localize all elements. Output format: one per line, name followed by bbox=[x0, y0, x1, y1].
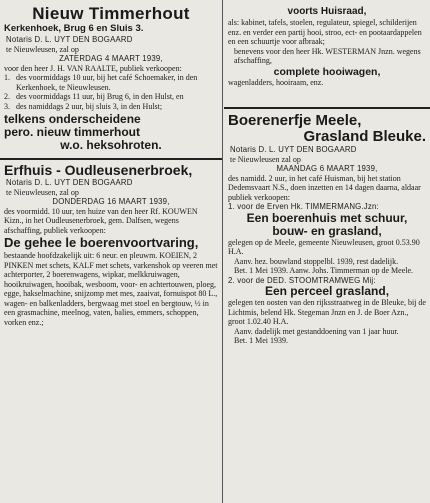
place: te Nieuwleusen, zal op bbox=[6, 187, 79, 197]
ad-erfhuis bbox=[0, 162, 222, 327]
list-item: 2. des voormiddags 11 uur, bij Brug 6, in den Hulst, en bbox=[4, 92, 184, 101]
notaris: Notaris D. L. UYT DEN BOGAARD bbox=[230, 145, 357, 154]
closing-line: telkens onderscheidene bbox=[4, 112, 141, 126]
ad-title: Nieuw Timmerhout bbox=[32, 4, 190, 23]
closing-line: pero. nieuw timmerhout bbox=[4, 125, 141, 139]
subtitle: De gehee le boerenvoortvaring, bbox=[4, 235, 199, 250]
lot-title: Een perceel grasland, bbox=[264, 284, 390, 298]
ad-title: Boerenerfje Meele, bbox=[228, 112, 362, 129]
item-header: 2. voor de DED. STOOMTRAMWEG Mij: bbox=[228, 275, 376, 285]
divider bbox=[0, 158, 222, 160]
body-text: als: kabinet, tafels, stoelen, regulateur, spiegel, schilderijen enz. en verder een partij hooi, stroo, ect- en pootaardappelen en een schuurtje voor afbraak; bbox=[228, 18, 422, 46]
sale-date: MAANDAG 6 MAART 1939, bbox=[276, 164, 378, 173]
intro: voor den heer J. H. VAN RAALTE, publiek verkoopen: bbox=[4, 63, 182, 73]
item-header: 1. voor de Erven Hk. TIMMERMANG.Jzn: bbox=[228, 202, 379, 211]
right-column bbox=[224, 0, 430, 346]
body-text: des voormidd. 10 uur, ten huize van den heer Rf. KOUWEN Kizn., in het Oudleusenerbroek, gem. Dalfsen, wegens afschaffing, publiek verkoopen: bbox=[4, 206, 198, 235]
list-item: 3. des namiddags 2 uur, bij sluis 3, in den Hulst; bbox=[4, 101, 163, 111]
section-title: voorts Huisraad, bbox=[287, 6, 367, 17]
lot-note: Bet. 1 Mei 1939. Aanw. Johs. Timmerman op de Meele. bbox=[234, 266, 414, 275]
divider bbox=[224, 107, 430, 109]
ad-boerenerfje bbox=[224, 113, 430, 346]
place: te Nieuwleusen, zal op bbox=[6, 44, 79, 54]
notaris: Notaris D. L. UYT DEN BOGAARD bbox=[6, 35, 133, 44]
sale-date: DONDERDAG 16 MAART 1939, bbox=[52, 197, 170, 206]
notaris: Notaris D. L. UYT DEN BOGAARD bbox=[6, 178, 133, 187]
body-text: des namidd. 2 uur, in het café Huisman, bij het station Dedemsvaart N.S., doen inzetten en 14 dagen daarna, aldaar publiek verkoopen: bbox=[228, 173, 421, 202]
extra-text: benevens voor den heer Hk. WESTERMAN Jnzn. wegens afschaffing, bbox=[234, 46, 421, 65]
lot-text: gelegen op de Meele, gemeente Nieuwleusen, groot 0.53.90 H.A. bbox=[228, 237, 420, 256]
ad-huisraad bbox=[224, 6, 430, 87]
column-divider bbox=[222, 0, 223, 503]
ad-title: Grasland Bleuke. bbox=[303, 128, 426, 145]
tail-text: wagenladders, hooiraam, enz. bbox=[228, 77, 324, 87]
details: bestaande hoofdzakelijk uit: 6 neur. en pleuwm. KOEIEN, 2 PINKEN met schets, KALF met schets, varkenshok op veeren met achterporter, 2 boerenwagens, wipkar, melkkruiwagen, hooikruiwagen, hooibak, wesboom, voor- en achtertouwen, ploeg, egge, hakselmachine, snijzomp met mes, zaaivat, fornuispot 80 L., wagen- en balkenladders, bergwaag met stoel en bergtouw, ½ in een grasmachine, meelnog, vaten, balies, emmers, schoppen, vorken enz.; bbox=[4, 251, 218, 327]
closing-line: w.o. heksohroten. bbox=[60, 138, 162, 152]
lot-note: Aanv. dadelijk met gestanddoening van 1 jaar huur. bbox=[234, 326, 399, 336]
lot-note: Aanv. hez. bouwland stoppelbl. 1939, rest dadelijk. bbox=[234, 256, 399, 266]
lot-note: Bet. 1 Mei 1939. bbox=[234, 336, 288, 345]
place: te Nieuwleusen zal op bbox=[230, 154, 301, 164]
sale-date: ZATERDAG 4 MAART 1939, bbox=[59, 54, 163, 63]
list-item: 1. des voormiddags 10 uur, bij het café Schoemaker, in den Kerkenhoek, te Nieuwleusen. bbox=[4, 73, 198, 92]
ad-location: Kerkenhoek, Brug 6 en Sluis 3. bbox=[4, 23, 144, 34]
lot-title: Een boerenhuis met schuur, bbox=[246, 210, 408, 225]
lot-title: bouw- en grasland, bbox=[272, 223, 382, 238]
ad-timmerhout bbox=[0, 4, 222, 152]
ad-title: Erfhuis - Oudleusenerbroek, bbox=[4, 162, 193, 178]
lot-text: gelegen ten oosten van den rijksstraatweg in de Bleuke, bij de Lichtmis, belend Hk. Stegeman Jnzn en J. de Boer Azn., groot 1.02.40 H.A. bbox=[228, 298, 426, 326]
highlight: complete hooiwagen, bbox=[273, 65, 381, 78]
left-column bbox=[0, 0, 222, 327]
